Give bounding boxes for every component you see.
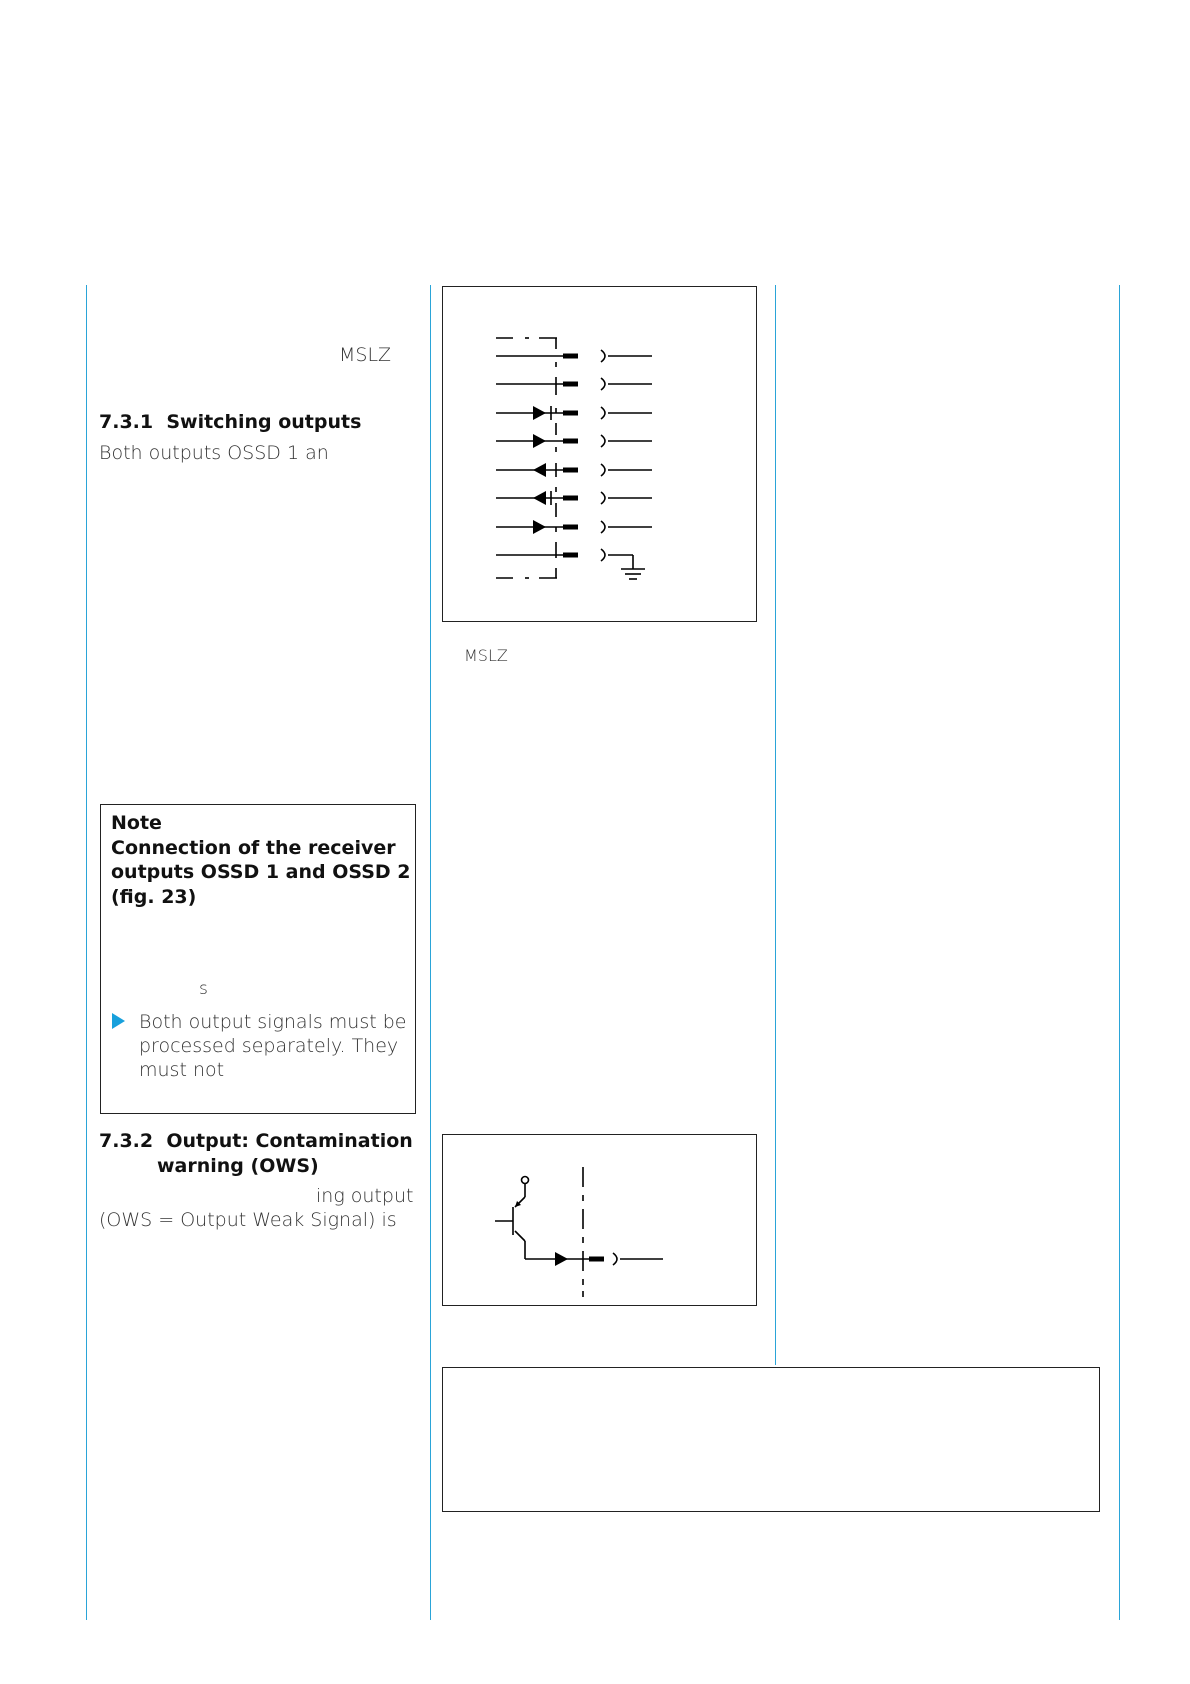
note-heading: Note bbox=[111, 812, 162, 834]
section-7-3-2-body-line-2: (OWS = Output Weak Signal) is bbox=[99, 1209, 397, 1231]
mslz-label: MSLZ bbox=[339, 344, 392, 366]
note-bullet-line-2: processed separately. They bbox=[139, 1035, 399, 1057]
wide-info-box bbox=[442, 1367, 1100, 1512]
section-7-3-1-heading bbox=[99, 411, 361, 433]
column-rule-left bbox=[86, 285, 87, 1620]
figure-transistor-output bbox=[442, 1134, 757, 1306]
note-box bbox=[100, 804, 416, 1114]
figure-caption-mslz: MSLZ bbox=[464, 646, 508, 665]
column-rule-right bbox=[1119, 285, 1120, 1620]
note-title-line-2: outputs OSSD 1 and OSSD 2 bbox=[111, 861, 411, 883]
note-title-line-3: (fig. 23) bbox=[111, 886, 197, 908]
section-7-3-2-body-line-1: ing output bbox=[316, 1185, 414, 1207]
note-bullet-line-3: must not bbox=[139, 1059, 225, 1081]
section-7-3-2-heading bbox=[99, 1130, 413, 1152]
section-number: 7.3.2 bbox=[99, 1130, 154, 1152]
note-title-line-1: Connection of the receiver bbox=[111, 837, 396, 859]
section-title: Switching outputs bbox=[166, 411, 362, 433]
connector-pinout-schematic bbox=[443, 287, 758, 623]
section-title-line-1: Output: Contamination bbox=[166, 1130, 413, 1152]
transistor-output-schematic bbox=[443, 1135, 758, 1307]
figure-connector-diagram bbox=[442, 286, 757, 622]
section-7-3-2-heading-line-2: warning (OWS) bbox=[157, 1155, 319, 1177]
note-fragment: s bbox=[199, 979, 208, 999]
column-rule-middle-right bbox=[775, 285, 776, 1365]
note-bullet-line-1: Both output signals must be bbox=[139, 1011, 407, 1033]
section-7-3-1-body: Both outputs OSSD 1 an bbox=[99, 442, 329, 464]
column-rule-middle-left bbox=[430, 285, 431, 1620]
section-number: 7.3.1 bbox=[99, 411, 154, 433]
bullet-arrow-icon bbox=[112, 1013, 125, 1029]
